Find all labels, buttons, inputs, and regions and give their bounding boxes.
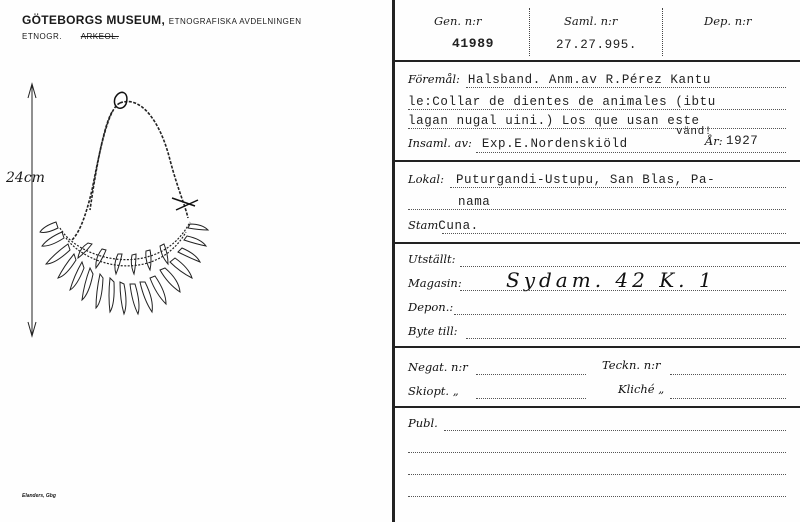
dotted-line xyxy=(670,374,786,375)
ar-label: År: xyxy=(705,134,723,148)
arkeol-label: ARKEOL. xyxy=(80,32,119,41)
dotted-line xyxy=(444,430,786,431)
dotted-line xyxy=(466,87,786,88)
dotted-line xyxy=(454,314,786,315)
magasin-row xyxy=(408,268,786,296)
negat-label: Negat. n:r xyxy=(408,360,468,374)
necklace-drawing xyxy=(0,0,392,522)
magasin-value: Sydam. 42 K. 1 xyxy=(506,268,716,292)
number-row xyxy=(394,0,800,62)
dotted-line xyxy=(450,187,786,188)
printer-mark: Elanders, Gbg xyxy=(22,493,56,499)
necklace-knot xyxy=(114,92,198,210)
measurement-arrow xyxy=(28,84,36,336)
skiopt-label: Skiopt. „ xyxy=(408,384,459,398)
kliche-label: Kliché „ xyxy=(618,382,665,396)
dotted-line xyxy=(476,374,586,375)
dotted-line xyxy=(408,209,786,210)
lokal-line1: Puturgandi-Ustupu, San Blas, Pa- xyxy=(455,173,716,187)
measurement-note: 24cm xyxy=(6,170,45,186)
dotted-line xyxy=(408,128,786,129)
teckn-label: Teckn. n:r xyxy=(602,358,661,372)
lokal-line2: nama xyxy=(458,195,491,209)
saml-label: Saml. n:r xyxy=(564,14,618,28)
foremal-line3: lagan nugal uini.) Los que usan este xyxy=(408,114,700,128)
header-rule xyxy=(394,60,800,62)
insaml-label: Insaml. av: xyxy=(408,136,472,150)
column-separator xyxy=(529,8,531,56)
museum-name: GÖTEBORGS MUSEUM, xyxy=(22,13,166,27)
section-rule xyxy=(394,160,800,162)
teeth-fringe xyxy=(40,222,208,314)
etnogr-label: ETNOGR. xyxy=(22,32,62,41)
depon-label: Depon.: xyxy=(408,300,454,314)
utstallt-label: Utställt: xyxy=(408,252,456,266)
vand-note: vänd! xyxy=(676,126,713,138)
dotted-line xyxy=(476,152,786,153)
insaml-row xyxy=(408,126,786,154)
section-rule xyxy=(394,406,800,408)
dotted-line xyxy=(408,496,786,497)
insaml-value: Exp.E.Nordenskiöld xyxy=(481,137,628,151)
dotted-line xyxy=(408,452,786,453)
dotted-line xyxy=(408,474,786,475)
section-rule xyxy=(394,346,800,348)
dotted-line xyxy=(460,290,786,291)
department-name: ETNOGRAFISKA AVDELNINGEN xyxy=(168,17,302,26)
stam-value: Cuna. xyxy=(438,219,479,233)
byte-label: Byte till: xyxy=(408,324,458,338)
lokal-label: Lokal: xyxy=(408,172,444,186)
column-separator xyxy=(662,8,664,56)
dotted-line xyxy=(670,398,786,399)
foremal-line2: le:Collar de dientes de animales (ibtu xyxy=(408,95,716,109)
left-panel xyxy=(0,0,392,522)
right-panel xyxy=(394,0,800,522)
dotted-line xyxy=(460,266,786,267)
necklace-string xyxy=(72,102,188,240)
magasin-label: Magasin: xyxy=(408,276,462,290)
foremal-line1: Halsband. Anm.av R.Pérez Kantu xyxy=(467,73,711,87)
gen-label: Gen. n:r xyxy=(434,14,482,28)
dep-label: Dep. n:r xyxy=(704,14,752,28)
dotted-line xyxy=(408,109,786,110)
ar-value: 1927 xyxy=(726,134,759,148)
dotted-line xyxy=(476,398,586,399)
saml-value: 27.27.995. xyxy=(556,38,638,52)
publ-label: Publ. xyxy=(408,416,438,430)
foremal-label: Föremål: xyxy=(408,72,460,86)
dotted-line xyxy=(466,338,786,339)
section-rule xyxy=(394,242,800,244)
gen-value: 41989 xyxy=(452,36,495,51)
stam-label: Stam xyxy=(408,218,439,232)
dotted-line xyxy=(442,233,786,234)
